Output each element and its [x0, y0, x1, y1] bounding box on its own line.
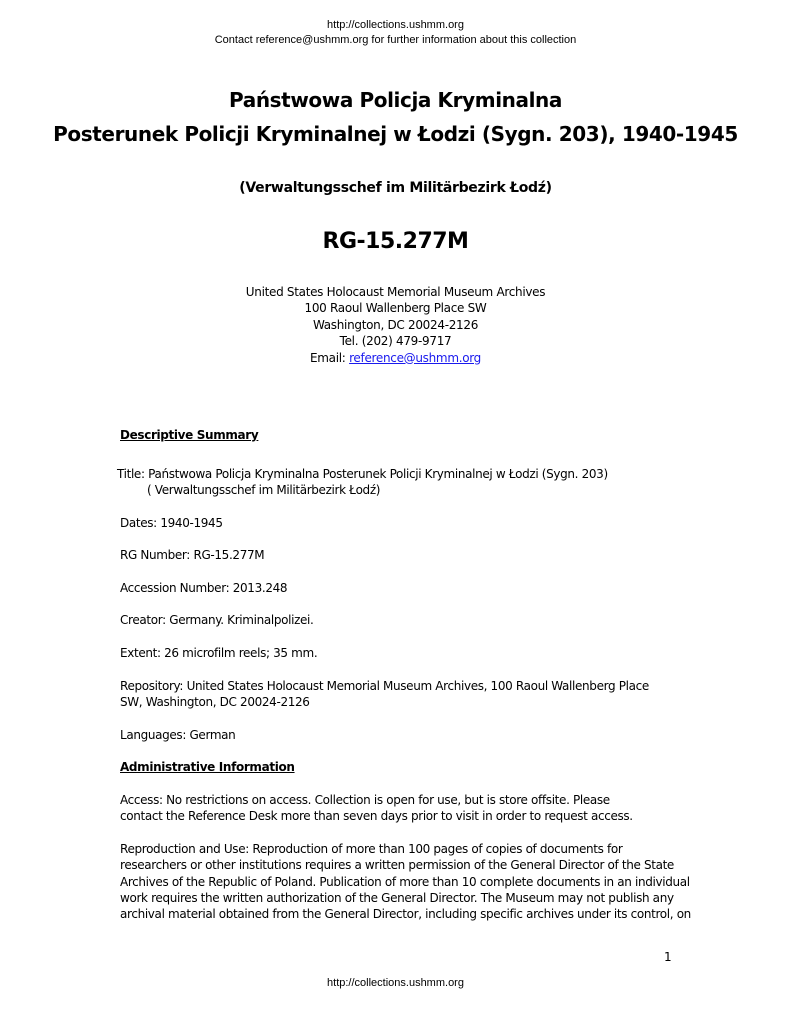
- page-number: 1: [664, 950, 672, 964]
- administrative-info-heading: Administrative Information: [120, 760, 295, 774]
- address-tel: Tel. (202) 479-9717: [339, 334, 452, 349]
- summary-extent: Extent: 26 microfilm reels; 35 mm.: [120, 646, 318, 660]
- summary-repository-line1: Repository: United States Holocaust Memorial Museum Archives, 100 Raoul Wallenberg Place: [120, 679, 649, 693]
- email-link[interactable]: reference@ushmm.org: [349, 350, 481, 365]
- address-block: [0, 284, 791, 366]
- repro-line3: Archives of the Republic of Poland. Publication of more than 10 complete documents in an individual: [120, 875, 690, 889]
- address-org: United States Holocaust Memorial Museum Archives: [245, 285, 546, 299]
- repro-line4: work requires the written authorization of the General Director. The Museum may not publish any: [120, 891, 674, 905]
- address-street: 100 Raoul Wallenberg Place SW: [304, 301, 487, 316]
- footer-url[interactable]: http://collections.ushmm.org: [327, 977, 464, 989]
- summary-title-line1: Title: Państwowa Policja Kryminalna Posterunek Policji Kryminalnej w Łodzi (Sygn. 203): [117, 467, 608, 481]
- summary-title-line2: ( Verwaltungsschef im Militärbezirk Łodź): [147, 483, 381, 497]
- header-url[interactable]: http://collections.ushmm.org: [327, 19, 464, 31]
- header-contact: Contact reference@ushmm.org for further information about this collection: [214, 34, 577, 46]
- descriptive-summary-heading: Descriptive Summary: [120, 428, 259, 442]
- address-email-label: Email:: [310, 350, 350, 365]
- summary-accession: Accession Number: 2013.248: [120, 581, 288, 595]
- repro-line5: archival material obtained from the General Director, including specific archives under its control, on: [120, 907, 691, 921]
- rg-number-heading: RG-15.277M: [322, 229, 469, 254]
- access-line1: Access: No restrictions on access. Collection is open for use, but is store offsite. Please: [120, 793, 610, 807]
- summary-rg-number: RG Number: RG-15.277M: [120, 548, 265, 562]
- summary-languages: Languages: German: [120, 728, 236, 742]
- page-title-line2: Posterunek Policji Kryminalnej w Łodzi (Sygn. 203), 1940-1945: [53, 122, 738, 146]
- access-line2: contact the Reference Desk more than seven days prior to visit in order to request access.: [120, 809, 633, 823]
- summary-dates: Dates: 1940-1945: [120, 516, 223, 530]
- repro-line2: researchers or other institutions requires a written permission of the General Director of the State: [120, 858, 674, 872]
- summary-repository-line2: SW, Washington, DC 20024-2126: [120, 695, 310, 709]
- address-city: Washington, DC 20024-2126: [312, 317, 479, 332]
- summary-creator: Creator: Germany. Kriminalpolizei.: [120, 613, 314, 627]
- page-title-line1: Państwowa Policja Kryminalna: [229, 88, 562, 112]
- page-subtitle: (Verwaltungsschef im Militärbezirk Łodź): [239, 180, 552, 196]
- repro-line1: Reproduction and Use: Reproduction of more than 100 pages of copies of documents for: [120, 842, 623, 856]
- address-email-row: [0, 350, 791, 366]
